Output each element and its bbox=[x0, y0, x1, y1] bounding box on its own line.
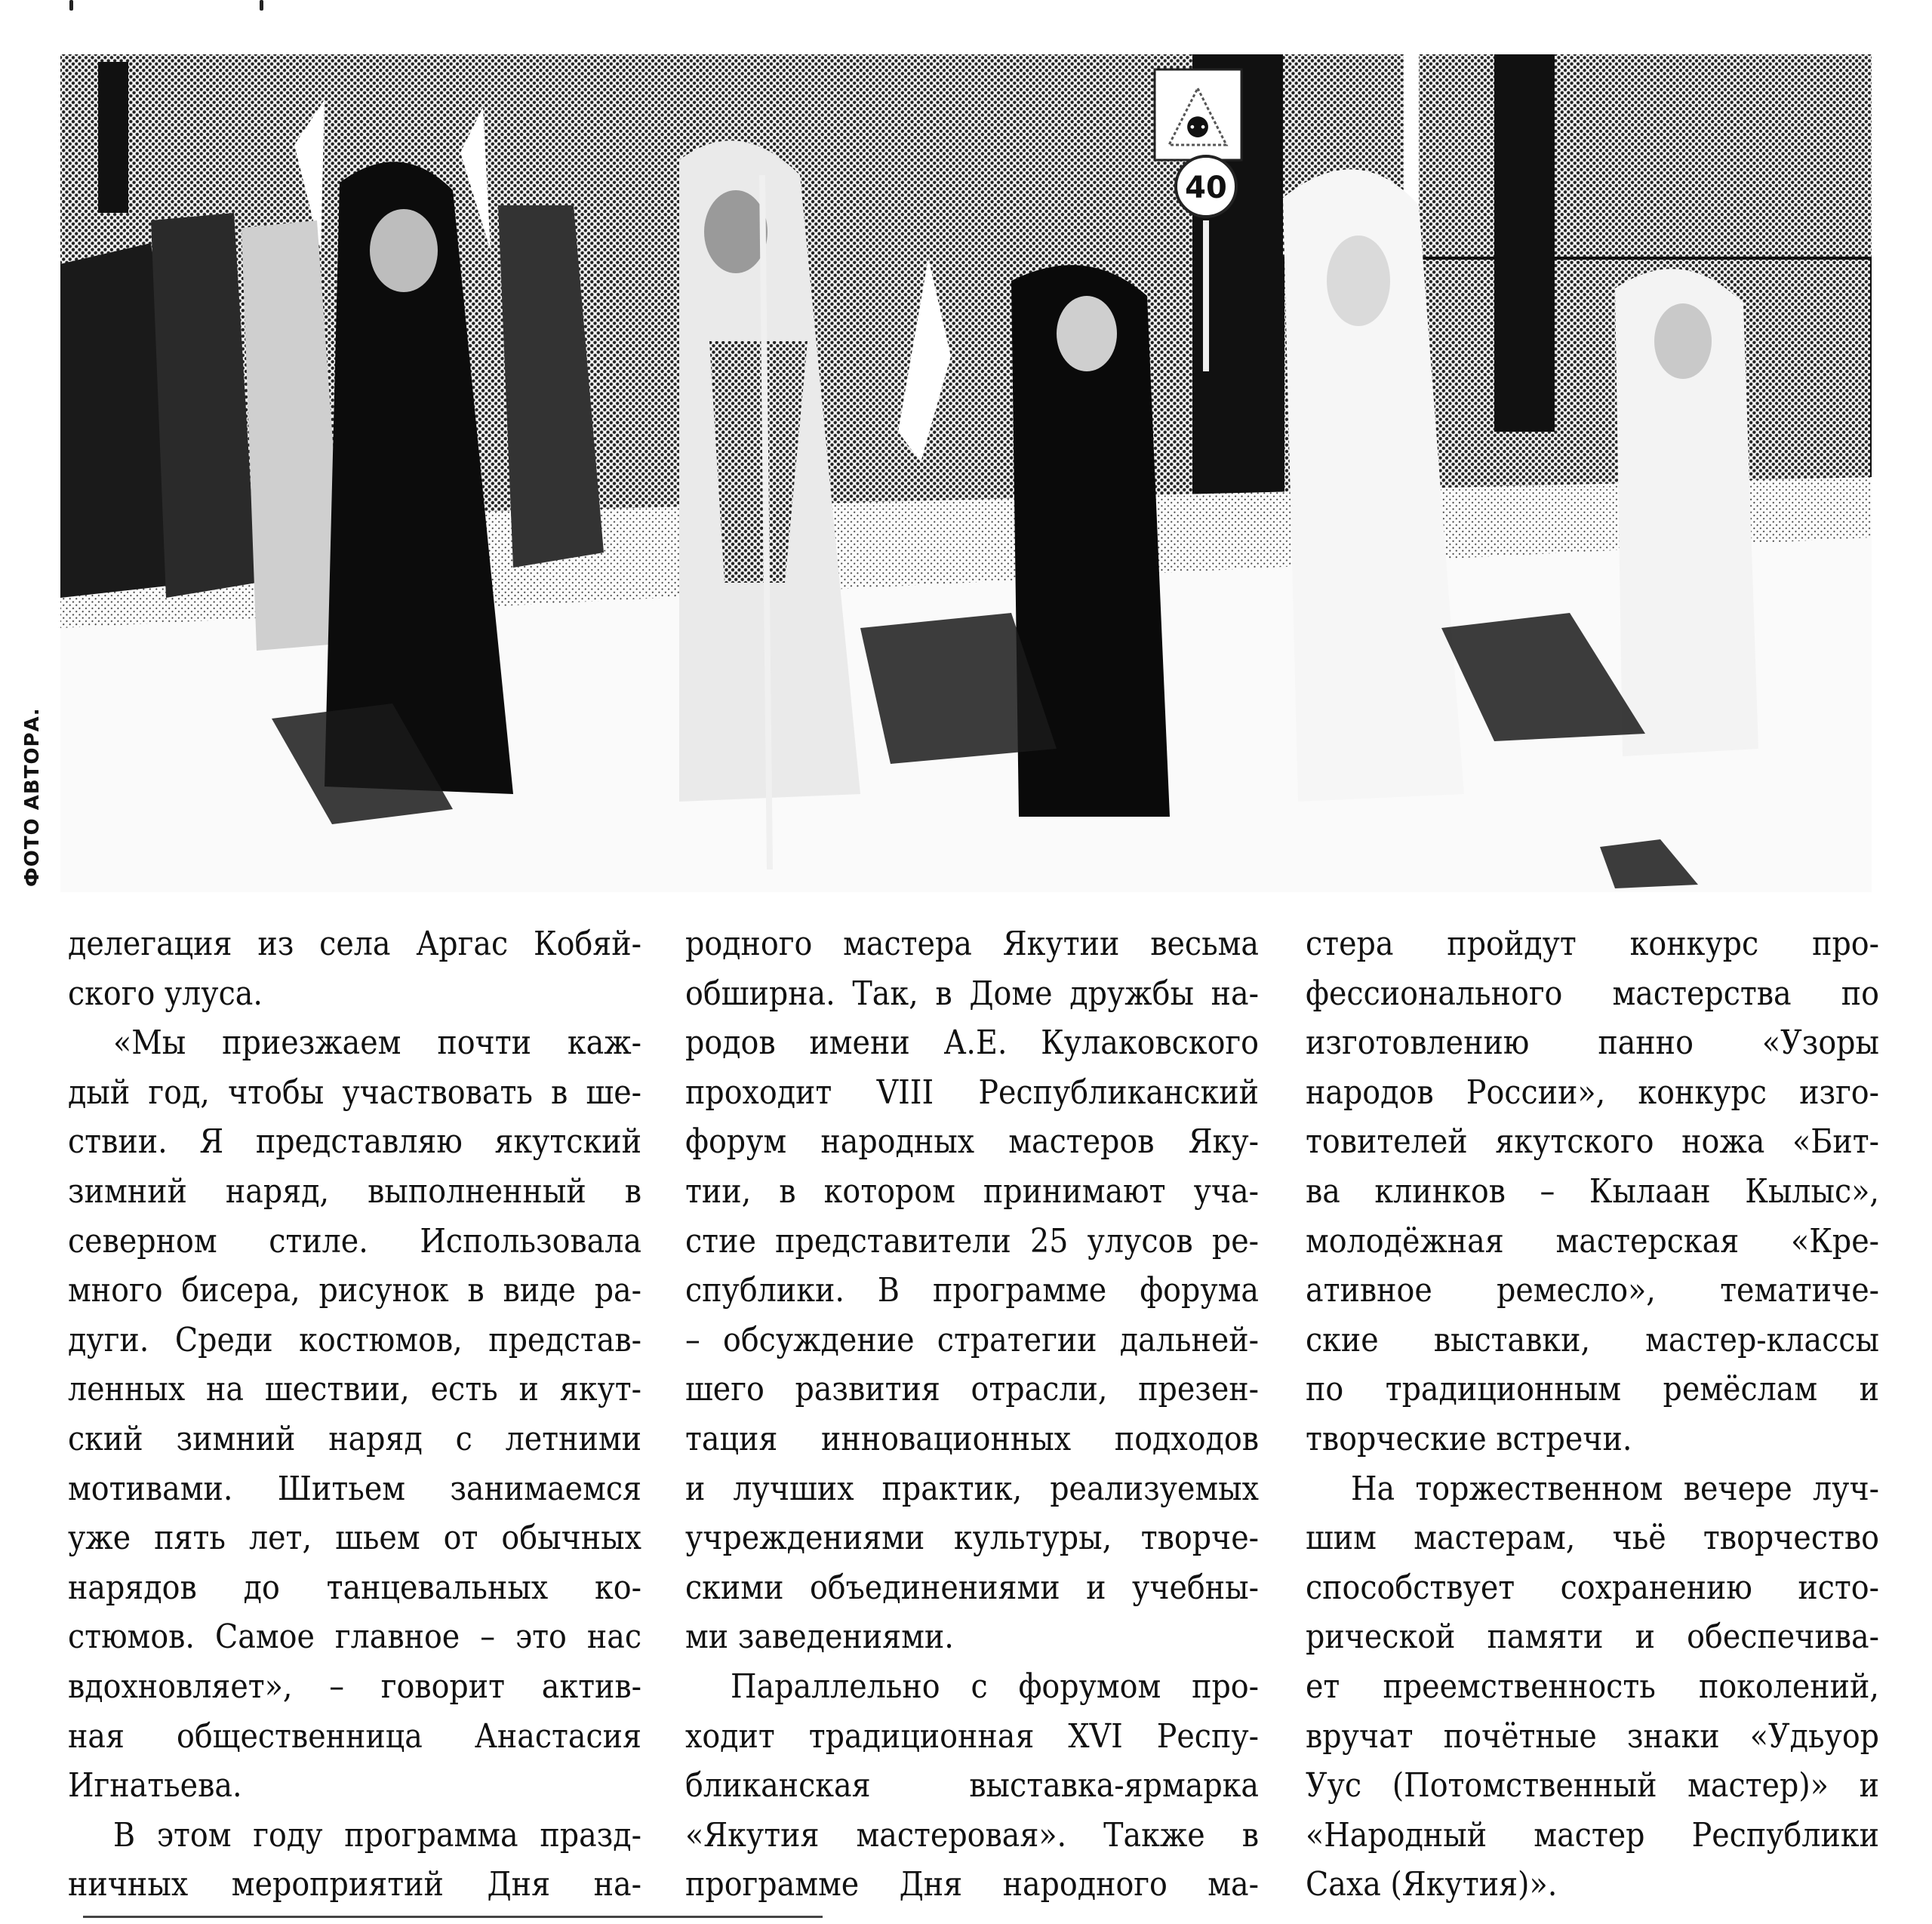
article-column-1 bbox=[68, 919, 641, 1910]
text-line: спублики. В программе форума bbox=[685, 1271, 1259, 1310]
text-line: ничных мероприятий Дня на- bbox=[68, 1865, 641, 1904]
text-line: В этом году программа празд- bbox=[113, 1815, 641, 1855]
text-line: ский зимний наряд с летними bbox=[68, 1419, 641, 1458]
text-line: ходит традиционная XVI Респу- bbox=[685, 1716, 1259, 1756]
text-line: по традиционным ремёслам и bbox=[1306, 1370, 1879, 1409]
text-line: Игнатьева. bbox=[68, 1766, 242, 1805]
text-line: – обсуждение стратегии дальней- bbox=[685, 1320, 1259, 1359]
text-line: шего развития отрасли, презен- bbox=[685, 1370, 1259, 1409]
text-line: тии, в котором принимают уча- bbox=[685, 1171, 1259, 1211]
text-line: дый год, чтобы участвовать в ше- bbox=[68, 1073, 641, 1112]
article-column-3 bbox=[1306, 919, 1879, 1910]
text-line: Саха (Якутия)». bbox=[1306, 1865, 1558, 1904]
text-line: стие представители 25 улусов ре- bbox=[685, 1221, 1259, 1261]
text-line: ствии. Я представляю якутский bbox=[68, 1122, 641, 1162]
text-line: товителей якутского ножа «Бит- bbox=[1306, 1122, 1879, 1162]
text-line: шим мастерам, чьё творчество bbox=[1306, 1519, 1879, 1558]
text-line: скими объединениями и учебны- bbox=[685, 1568, 1259, 1607]
text-line: творческие встречи. bbox=[1306, 1419, 1632, 1458]
text-line: стюмов. Самое главное – это нас bbox=[68, 1618, 641, 1657]
text-line: изготовлению панно «Узоры bbox=[1306, 1024, 1879, 1063]
text-line: родного мастера Якутии весьма bbox=[685, 925, 1259, 963]
text-line: «Якутия мастеровая». Также в bbox=[685, 1815, 1259, 1855]
text-line: много бисера, рисунок в виде ра- bbox=[68, 1271, 641, 1310]
text-line: Уус (Потомственный мастер)» и bbox=[1306, 1766, 1879, 1805]
text-line: стера пройдут конкурс про- bbox=[1306, 925, 1879, 963]
speed-limit-value: 40 bbox=[1185, 171, 1227, 205]
text-line: форум народных мастеров Яку- bbox=[685, 1122, 1259, 1162]
face bbox=[370, 209, 438, 292]
text-line: бликанская выставка-ярмарка bbox=[685, 1766, 1259, 1805]
text-line: зимний наряд, выполненный в bbox=[68, 1171, 641, 1211]
photo-credit: ФОТО АВТОРА. bbox=[21, 707, 44, 887]
text-line: народов России», конкурс изго- bbox=[1306, 1073, 1879, 1112]
article-body bbox=[68, 919, 1879, 1904]
building-column bbox=[1494, 54, 1555, 432]
article-photo bbox=[60, 54, 1872, 892]
text-line: Параллельно с форумом про- bbox=[731, 1667, 1259, 1706]
text-line: уже пять лет, шьем от обычных bbox=[68, 1519, 641, 1558]
text-line: ная общественница Анастасия bbox=[68, 1716, 641, 1756]
scan-edge-marks bbox=[0, 0, 1932, 15]
text-line: ми заведениями. bbox=[685, 1618, 954, 1657]
article-column-2 bbox=[685, 919, 1259, 1910]
children-crossing-sign bbox=[1155, 69, 1241, 160]
text-line: обширна. Так, в Доме дружбы на- bbox=[685, 974, 1259, 1013]
text-line: проходит VIII Республиканский bbox=[685, 1073, 1259, 1112]
text-line: способствует сохранению исто- bbox=[1306, 1568, 1879, 1607]
bottom-rule bbox=[83, 1916, 823, 1918]
text-line: ативное ремесло», тематиче- bbox=[1306, 1271, 1879, 1310]
scan-mark bbox=[69, 0, 73, 11]
text-line: ва клинков – Кылаан Кылыс», bbox=[1306, 1171, 1879, 1211]
text-line: северном стиле. Использовала bbox=[68, 1221, 641, 1261]
text-line: молодёжная мастерская «Кре- bbox=[1306, 1221, 1879, 1261]
text-line: тация инновационных подходов bbox=[685, 1419, 1259, 1458]
text-line: вдохновляет», – говорит актив- bbox=[68, 1667, 641, 1706]
children-crossing-icon: ⚉ bbox=[1184, 111, 1211, 144]
text-line: «Мы приезжаем почти каж- bbox=[113, 1024, 641, 1063]
text-line: рической памяти и обеспечива- bbox=[1306, 1618, 1879, 1657]
scan-mark bbox=[260, 0, 263, 11]
text-line: дуги. Среди костюмов, представ- bbox=[68, 1320, 641, 1359]
text-line: ского улуса. bbox=[68, 974, 263, 1013]
text-line: учреждениями культуры, творче- bbox=[685, 1519, 1259, 1558]
text-line: и лучших практик, реализуемых bbox=[685, 1469, 1259, 1508]
text-line: родов имени А.Е. Кулаковского bbox=[685, 1024, 1259, 1063]
text-line: делегация из села Аргас Кобяй- bbox=[68, 925, 641, 963]
text-line: мотивами. Шитьем занимаемся bbox=[68, 1469, 641, 1508]
text-line: ленных на шествии, есть и якут- bbox=[68, 1370, 641, 1409]
text-line: фессионального мастерства по bbox=[1306, 974, 1879, 1013]
text-line: вручат почётные знаки «Удьуор bbox=[1306, 1716, 1879, 1756]
procession-photo bbox=[60, 54, 1872, 892]
text-line: «Народный мастер Республики bbox=[1306, 1815, 1879, 1855]
text-line: ские выставки, мастер-классы bbox=[1306, 1320, 1879, 1359]
text-line: программе Дня народного ма- bbox=[685, 1865, 1259, 1904]
text-line: ет преемственность поколений, bbox=[1306, 1667, 1879, 1706]
text-line: нарядов до танцевальных ко- bbox=[68, 1568, 641, 1607]
text-line: На торжественном вечере луч- bbox=[1351, 1469, 1879, 1508]
